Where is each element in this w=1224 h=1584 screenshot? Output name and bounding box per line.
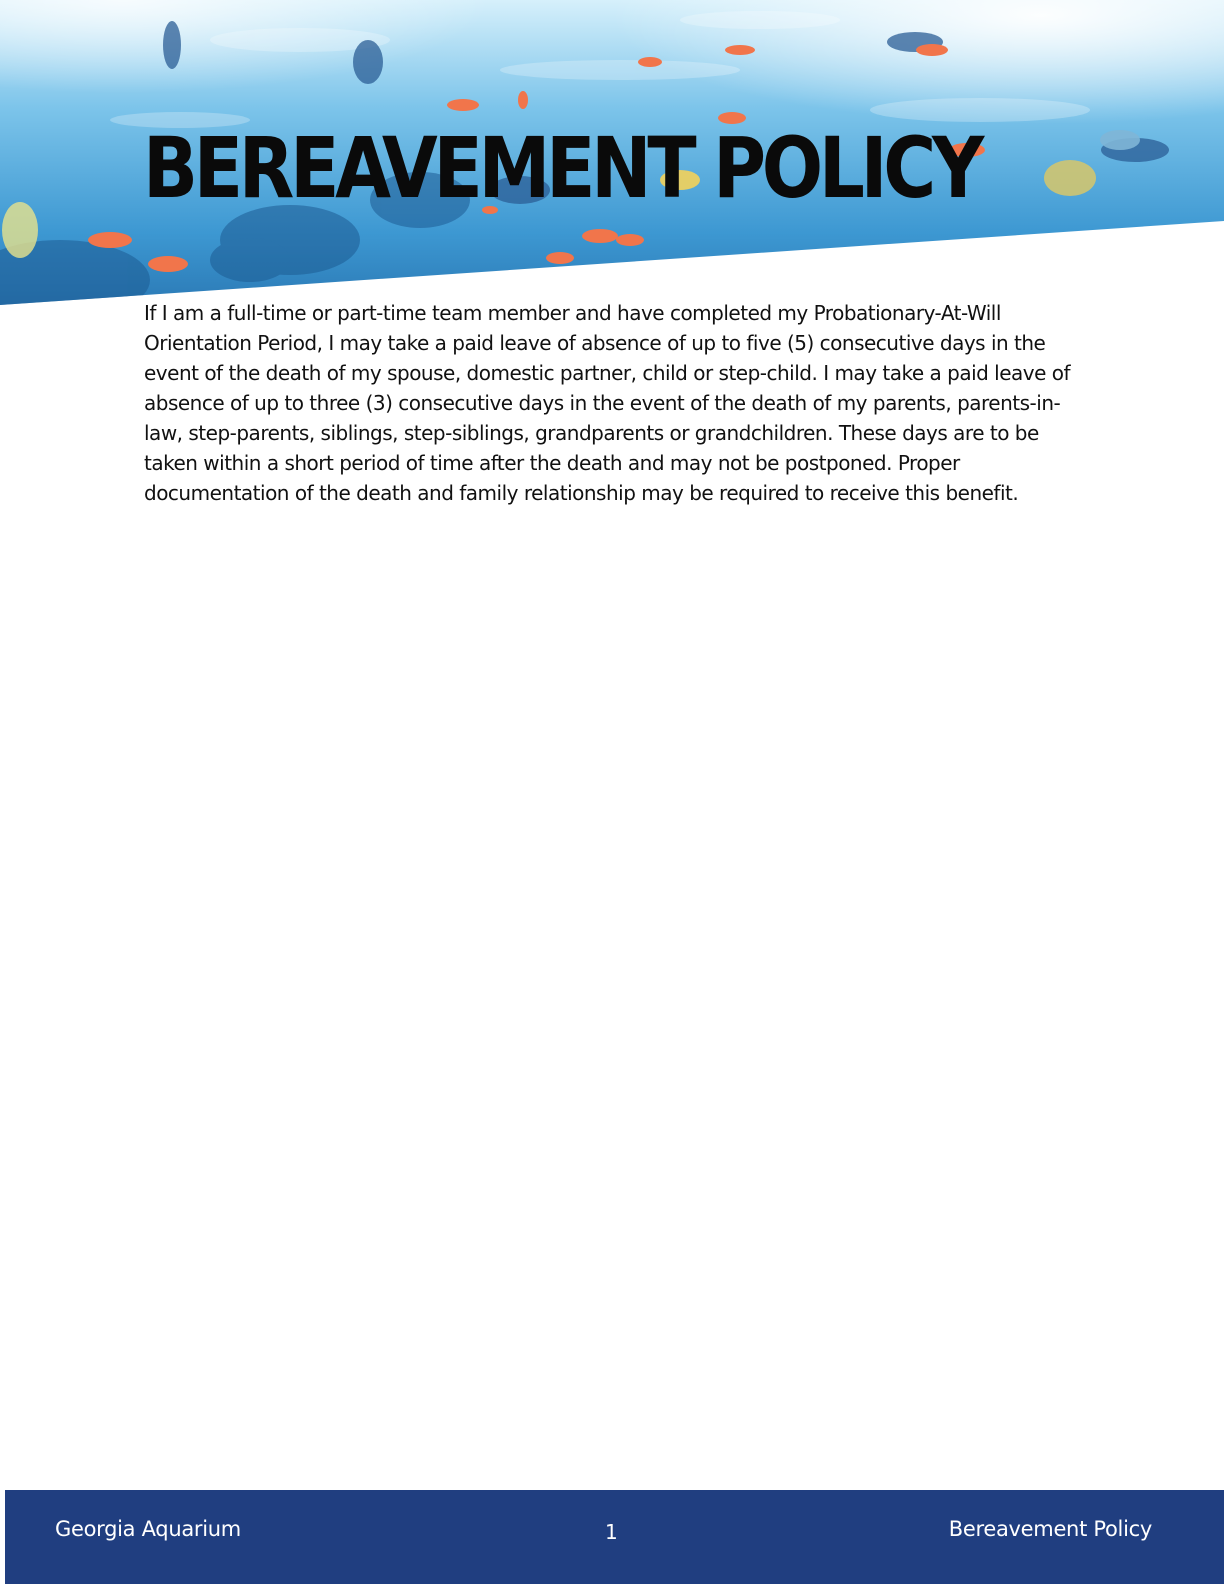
page-footer	[5, 1490, 1224, 1584]
footer-page-number: 1	[605, 1520, 618, 1544]
policy-paragraph: If I am a full-time or part-time team member and have completed my Probationary-At-Will Orientation Period, I may take a paid leave of absence of up to five (5) consecutive days in the event of the death of my spouse, domestic partner, child or step-child. I may take a paid leave of absence of up to three (3) consecutive days in the event of the death of my parents, parents-in-law, step-parents, siblings, step-siblings, grandparents or grandchildren. These days are to be taken within a short period of time after the death and may not be postponed. Proper documentation of the death and family relationship may be required to receive this benefit.	[144, 301, 1071, 505]
page-title: BEREAVEMENT POLICY	[143, 119, 980, 217]
footer-document-name: Bereavement Policy	[948, 1517, 1152, 1541]
footer-organization: Georgia Aquarium	[55, 1517, 241, 1541]
